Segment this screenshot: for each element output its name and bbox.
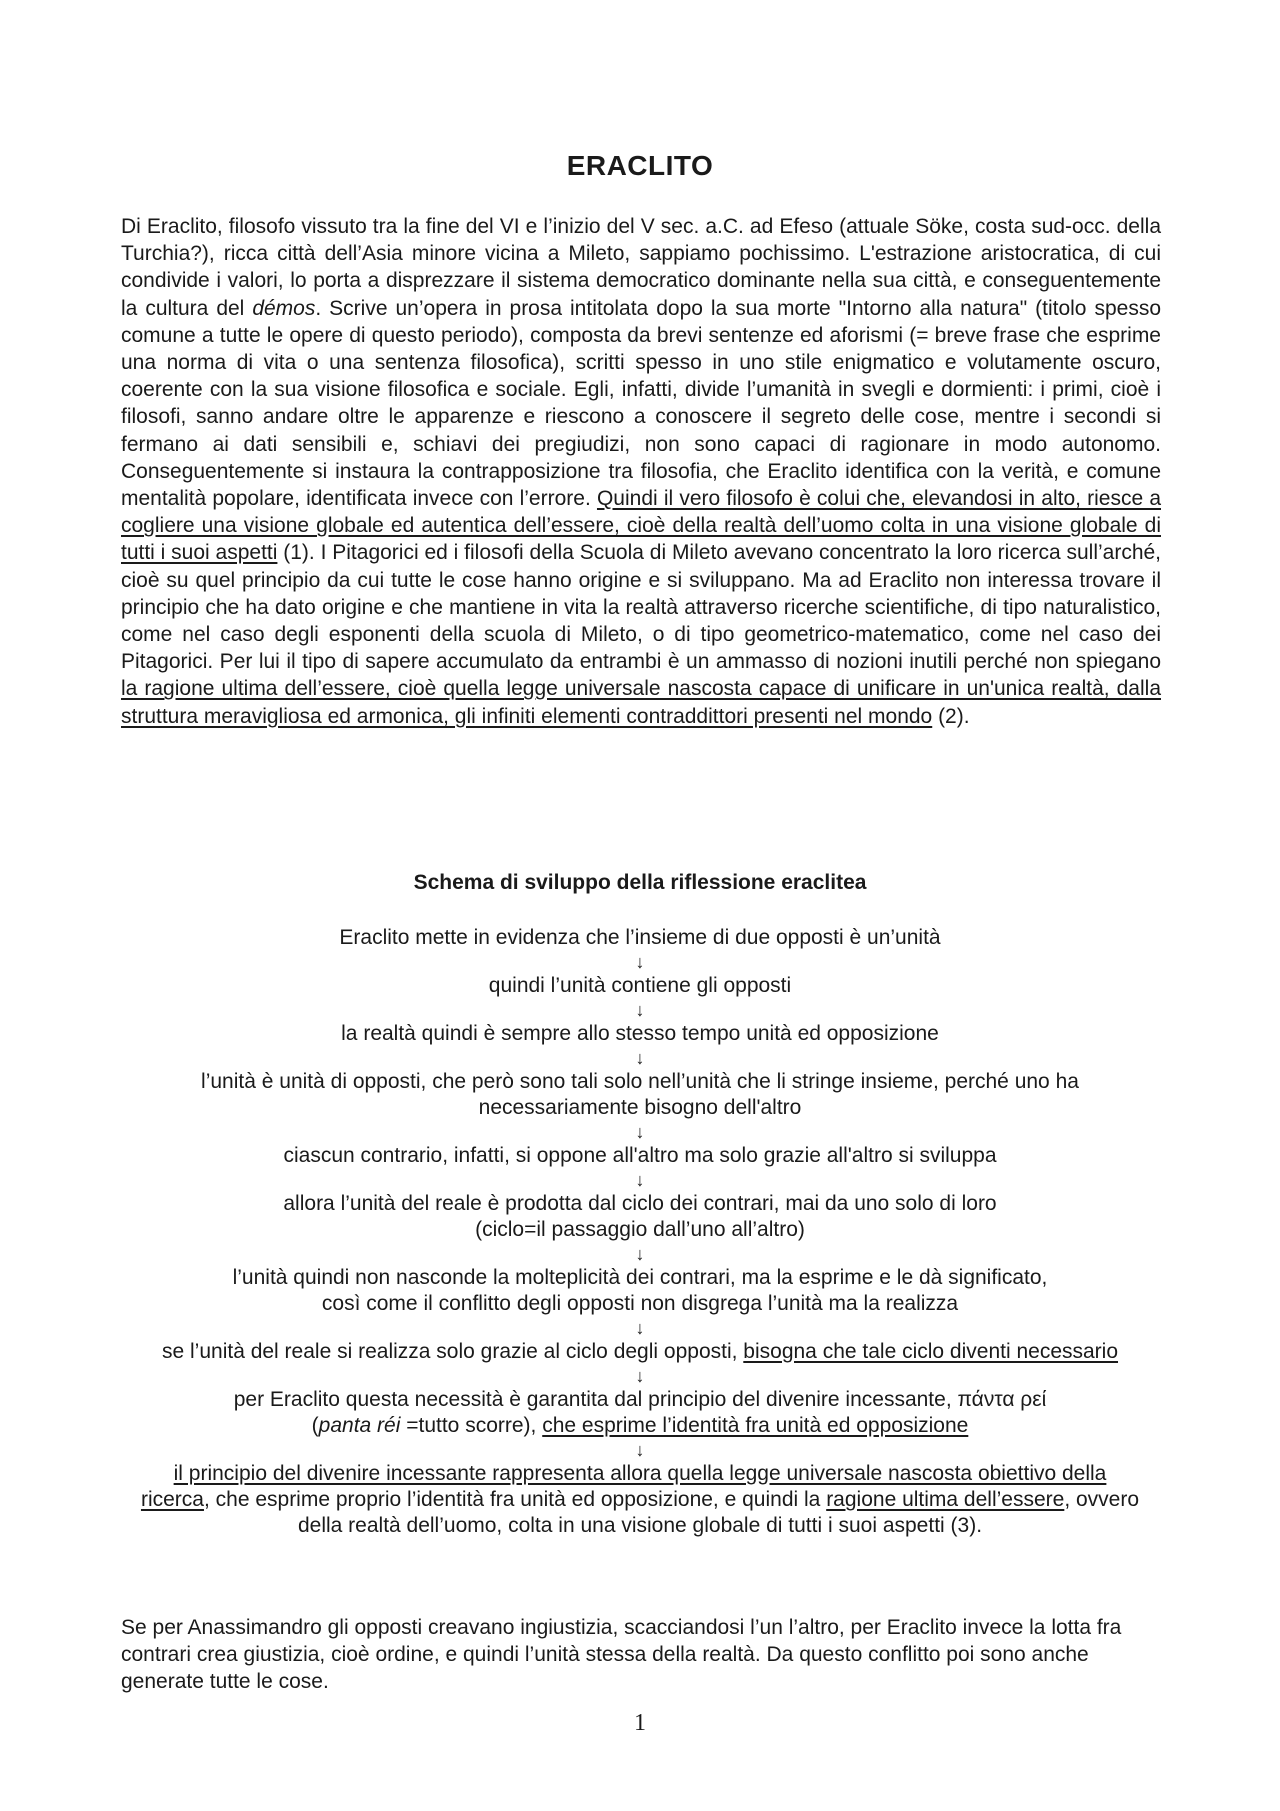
scheme-step-8 <box>140 1339 1140 1365</box>
intro-paragraph <box>121 213 1161 730</box>
scheme-step-3: la realtà quindi è sempre allo stesso tempo unità ed opposizione <box>341 1022 939 1045</box>
scheme-step-9b-mid: =tutto scorre), <box>400 1414 543 1437</box>
scheme-step-10-end: , ovvero della realtà dell’uomo, colta in una visione globale di tutti i suoi aspetti (3). <box>297 1488 1140 1537</box>
scheme-step-8-text: se l’unità del reale si realizza solo grazie al ciclo degli opposti, <box>161 1340 744 1363</box>
intro-text-2: . Scrive un’opera in prosa intitolata dopo la sua morte "Intorno alla natura" (titolo spesso comune a tutte le opere di questo periodo), composta da brevi sentenze ed aforismi (= breve frase che esprime una norma di vita o una sentenza filosofica), scritti spesso in uno stile enigmatico e volutamente oscuro, coerente con la sua visione filosofica e sociale. Egli, infatti, divide l’umanità in svegli e dormienti: i primi, cioè i filosofi, sanno andare oltre le apparenze e riescono a conoscere il segreto delle cose, mentre i secondi si fermano ai dati sensibili e, schiavi dei pregiudizi, non sono capaci di ragionare in modo autonomo. Conseguentemente si instaura la contrapposizione tra filosofia, che Eraclito identifica con la verità, e comune mentalità popolare, identificata invece con l’errore. <box>121 296 1162 511</box>
down-arrow-icon: ↓ <box>635 1048 645 1068</box>
scheme-step-5: ciascun contrario, infatti, si oppone all'altro ma solo grazie all'altro si sviluppa <box>283 1144 997 1167</box>
scheme-step-10-underline-1: il principio del divenire incessante rappresenta allora quella legge universale nascosta obiettivo della ricerca <box>140 1462 1107 1511</box>
intro-text-4: (2). <box>932 704 970 728</box>
down-arrow-icon: ↓ <box>635 1170 645 1190</box>
scheme-step-9b-open: ( <box>311 1414 319 1437</box>
scheme-step-8-underline: bisogna che tale ciclo diventi necessario <box>743 1340 1119 1363</box>
scheme-step-9b-italic: panta réi <box>318 1414 401 1437</box>
down-arrow-icon: ↓ <box>635 1440 645 1460</box>
scheme-step-1: Eraclito mette in evidenza che l’insieme di due opposti è un’unità <box>339 926 941 949</box>
scheme-step-7b: così come il conflitto degli opposti non disgrega l’unità ma la realizza <box>321 1292 959 1315</box>
intro-text-3: (1). I Pitagorici ed i filosofi della Scuola di Mileto avevano concentrato la loro ricerca sull’arché, cioè su quel principio da cui tutte le cose hanno origine e si sviluppano. Ma ad Eraclito non interessa trovare il principio che ha dato origine e che mantiene in vita la realtà attraverso ricerche scientifiche, di tipo naturalistico, come nel caso degli esponenti della scuola di Mileto, o di tipo geometrico-matematico, come nel caso dei Pitagorici. Per lui il tipo di sapere accumulato da entrambi è un ammasso di nozioni inutili perché non spiegano <box>121 541 1162 674</box>
scheme-step-6a: allora l’unità del reale è prodotta dal ciclo dei contrari, mai da uno solo di loro <box>283 1192 997 1215</box>
down-arrow-icon: ↓ <box>635 1318 645 1338</box>
down-arrow-icon: ↓ <box>635 1000 645 1020</box>
down-arrow-icon: ↓ <box>635 952 645 972</box>
intro-underline-2: la ragione ultima dell’essere, cioè quella legge universale nascosta capace di unificare in un'unica realtà, dalla struttura meravigliosa ed armonica, gli infiniti elementi contraddittori presenti nel mondo <box>121 677 1161 728</box>
page-title: ERACLITO <box>566 150 714 181</box>
intro-demos-italic: démos <box>252 296 316 320</box>
down-arrow-icon: ↓ <box>635 1366 645 1386</box>
scheme-step-4: l’unità è unità di opposti, che però sono tali solo nell’unità che li stringe insieme, perché uno ha necessariamente bisogno dell'altro <box>201 1070 1079 1119</box>
down-arrow-icon: ↓ <box>635 1244 645 1264</box>
scheme-step-2: quindi l’unità contiene gli opposti <box>488 974 792 997</box>
scheme-step-10-mid: , che esprime proprio l’identità fra unità ed opposizione, e quindi la <box>203 1488 827 1511</box>
page-number: 1 <box>634 1710 646 1736</box>
scheme-title: Schema di sviluppo della riflessione eraclitea <box>413 871 867 894</box>
scheme-flow <box>140 925 1140 1539</box>
scheme-step-7a: l’unità quindi non nasconde la molteplicità dei contrari, ma la esprime e le dà significato, <box>232 1266 1048 1289</box>
closing-paragraph: Se per Anassimandro gli opposti creavano ingiustizia, scacciandosi l’un l’altro, per Eraclito invece la lotta fra contrari crea giustizia, cioè ordine, e quindi l’unità stessa della realtà. Da questo conflitto poi sono anche generate tutte le cose. <box>121 1616 1122 1694</box>
scheme-step-10-underline-2: ragione ultima dell’essere <box>826 1488 1065 1511</box>
down-arrow-icon: ↓ <box>635 1122 645 1142</box>
scheme-step-9b-underline: che esprime l’identità fra unità ed opposizione <box>542 1414 969 1437</box>
intro-text-1: Di Eraclito, filosofo vissuto tra la fine del VI e l’inizio del V sec. a.C. ad Efeso (attuale Söke, costa sud-occ. della Turchia?), ricca città dell’Asia minore vicina a Mileto, sappiamo pochissimo. L'estrazione aristocratica, di cui condivide i valori, lo porta a disprezzare il sistema democratico dominante nella sua città, e conseguentemente la cultura del <box>121 215 1161 320</box>
scheme-step-9b <box>140 1413 1140 1439</box>
intro-underline-1: Quindi il vero filosofo è colui che, elevandosi in alto, riesce a cogliere una visione globale ed autentica dell’essere, cioè della realtà dell’uomo colta in una visione globale di tutti i suoi aspetti <box>121 487 1161 565</box>
scheme-step-10 <box>140 1461 1140 1539</box>
scheme-step-9a: per Eraclito questa necessità è garantita dal principio del divenire incessante, πάντα ρεί <box>233 1388 1047 1411</box>
scheme-step-6b: (ciclo=il passaggio dall’uno all’altro) <box>475 1218 805 1241</box>
